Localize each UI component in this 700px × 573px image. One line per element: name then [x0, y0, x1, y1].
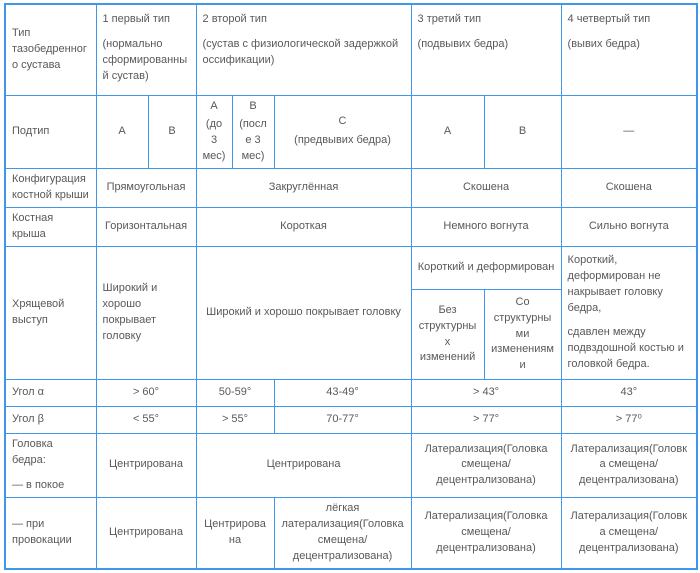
cartilage-type4-line1: Короткий, деформирован не накрывает головку бедра,: [567, 253, 663, 314]
cell-subtype-type2a: [196, 95, 232, 169]
head-rest-label: [5, 434, 96, 498]
cell-cartilage-type2: Широкий и хорошо покрывает головку: [196, 247, 411, 380]
cell-alpha-type1: > 60°: [96, 380, 196, 407]
subtype-type2a-note: (до 3 мес): [202, 118, 226, 163]
cell-roof-config-type2: Закруглённая: [196, 169, 411, 208]
cell-subtype-type1b: B: [148, 95, 196, 169]
head-provocation-label: — при провокации: [5, 497, 96, 568]
cell-cartilage-type3-top: Короткий и деформирован: [411, 247, 561, 290]
type3-title: 3 третий тип: [417, 13, 482, 25]
subtype-type2c-letter: C: [338, 115, 347, 128]
head-rest-label-line1: Головка бедра:: [12, 438, 53, 466]
roof-config-label: Конфигурация костной крыши: [5, 169, 96, 208]
cell-head-rest-type1: Центрирована: [96, 434, 196, 498]
cell-head-rest-type2: Центрирована: [196, 434, 411, 498]
cell-subtype-type2b: [232, 95, 274, 169]
bony-roof-row: [5, 208, 697, 247]
graf-hip-classification-table: [4, 3, 698, 570]
bony-roof-label: Костная крыша: [5, 208, 96, 247]
cell-bony-roof-type3: Немного вогнута: [411, 208, 561, 247]
cell-subtype-type2c: [274, 95, 411, 169]
cell-cartilage-type4: [561, 247, 697, 380]
subtype-type2b-note: (после 3 мес): [239, 118, 267, 163]
cell-subtype-type4: —: [561, 95, 697, 169]
alpha-label: Угол α: [5, 380, 96, 407]
cell-beta-type4: > 77⁰: [561, 407, 697, 434]
alpha-angle-row: [5, 380, 697, 407]
cell-cartilage-type1: Широкий и хорошо покрывает головку: [96, 247, 196, 380]
corner-cell: Тип тазобедренного сустава: [5, 4, 96, 95]
cartilage-label: Хрящевой выступ: [5, 247, 96, 380]
cell-beta-type2ab: > 55°: [196, 407, 274, 434]
cell-head-provocation-type3: Латерализация(Головка смещена/ децентрализована): [411, 497, 561, 568]
subtype-type2a-letter: A: [210, 99, 218, 112]
head-provocation-row: [5, 497, 697, 568]
cell-bony-roof-type1: Горизонтальная: [96, 208, 196, 247]
head-at-rest-row: [5, 434, 697, 498]
cell-bony-roof-type2: Короткая: [196, 208, 411, 247]
beta-angle-row: [5, 407, 697, 434]
cell-roof-config-type1: Прямоугольная: [96, 169, 196, 208]
header-type3-cell: [411, 4, 561, 95]
type4-title: 4 четвертый тип: [567, 13, 651, 25]
header-type4-cell: [561, 4, 697, 95]
header-type1-cell: [96, 4, 196, 95]
cell-beta-type2c: 70-77°: [274, 407, 411, 434]
cell-head-provocation-type4: Латерализация(Головка смещена/ децентрализована): [561, 497, 697, 568]
cell-head-provocation-type1: Центрирована: [96, 497, 196, 568]
cell-roof-config-type3: Скошена: [411, 169, 561, 208]
cell-subtype-type3b: B: [484, 95, 561, 169]
cell-bony-roof-type4: Сильно вогнута: [561, 208, 697, 247]
cell-roof-config-type4: Скошена: [561, 169, 697, 208]
header-row: [5, 4, 697, 95]
type1-subtitle: (нормально сформированный сустав): [102, 37, 188, 82]
type2-subtitle: (сустав с физиологической задержкой оссификации): [202, 37, 399, 66]
beta-label: Угол β: [5, 407, 96, 434]
cell-alpha-type2ab: 50-59°: [196, 380, 274, 407]
subtype-row: [5, 95, 697, 169]
header-type2-cell: [196, 4, 411, 95]
cell-head-provocation-type2ab: Центрирована: [196, 497, 274, 568]
type2-title: 2 второй тип: [202, 13, 267, 25]
cartilage-row-top: [5, 247, 697, 290]
cell-beta-type3: > 77°: [411, 407, 561, 434]
cell-subtype-type3a: A: [411, 95, 484, 169]
type3-subtitle: (подвывих бедра): [417, 37, 509, 50]
cell-beta-type1: < 55°: [96, 407, 196, 434]
cell-head-provocation-type2c: лёгкая латерализация(Головка смещена/ децентрализована): [274, 497, 411, 568]
type1-title: 1 первый тип: [102, 13, 170, 25]
subtype-label: Подтип: [5, 95, 96, 169]
cell-alpha-type3: > 43°: [411, 380, 561, 407]
cartilage-type4-line2: сдавлен между подвздошной костью и головкой бедра.: [567, 326, 684, 371]
cell-alpha-type4: 43°: [561, 380, 697, 407]
roof-config-row: [5, 169, 697, 208]
cell-alpha-type2c: 43-49°: [274, 380, 411, 407]
cell-subtype-type1a: A: [96, 95, 148, 169]
type4-subtitle: (вывих бедра): [567, 37, 640, 50]
cell-head-rest-type4: Латерализация(Головка смещена/ децентрализована): [561, 434, 697, 498]
head-rest-label-line2: — в покое: [12, 478, 65, 491]
cell-head-rest-type3: Латерализация(Головка смещена/ децентрализована): [411, 434, 561, 498]
cell-cartilage-type3b: Со структурными изменениями: [484, 290, 561, 380]
subtype-type2c-note: (предвывих бедра): [294, 134, 391, 147]
subtype-type2b-letter: B: [249, 99, 257, 112]
cell-cartilage-type3a: Без структурных изменений: [411, 290, 484, 380]
